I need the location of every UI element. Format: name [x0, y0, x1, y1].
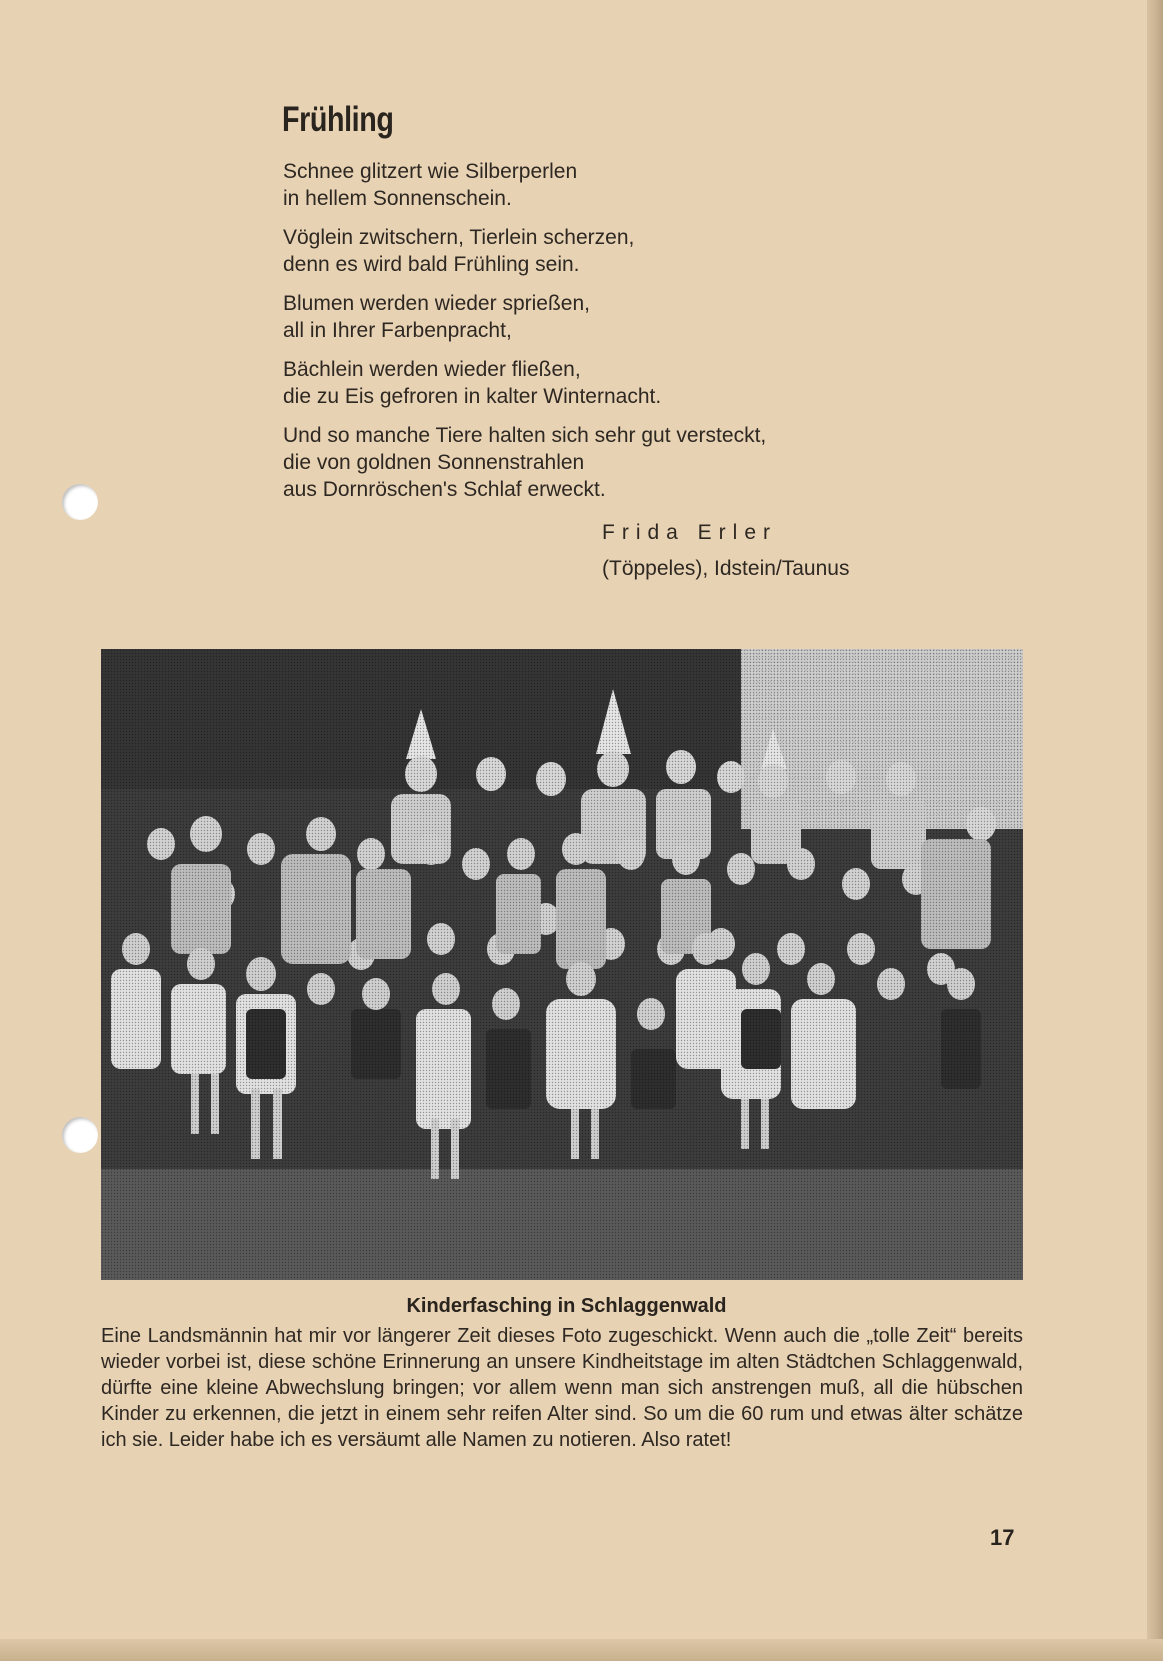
- poem-line: die zu Eis gefroren in kalter Winternacht.: [283, 385, 662, 408]
- poem-line: denn es wird bald Frühling sein.: [283, 253, 580, 276]
- stanza: [283, 422, 903, 503]
- poem-body: [283, 158, 903, 515]
- group-photo: [101, 649, 1023, 1280]
- poem-line: aus Dornröschen's Schlaf erweckt.: [283, 478, 606, 501]
- poem-line: all in Ihrer Farbenpracht,: [283, 319, 512, 342]
- author-place: (Töppeles), Idstein/Taunus: [602, 557, 850, 580]
- stanza: [283, 356, 903, 410]
- poem-title: Frühling: [282, 100, 394, 139]
- stanza: [283, 290, 903, 344]
- page-number: 17: [990, 1525, 1015, 1550]
- stanza: [283, 224, 903, 278]
- poem-line: Vöglein zwitschern, Tierlein scherzen,: [283, 226, 635, 249]
- group-photo-drawing: [101, 649, 1023, 1280]
- poem-line: Schnee glitzert wie Silberperlen: [283, 160, 578, 183]
- stanza: [283, 158, 903, 212]
- poem-line: die von goldnen Sonnenstrahlen: [283, 451, 585, 474]
- poem-line: Bächlein werden wieder fließen,: [283, 358, 581, 381]
- poem-line: in hellem Sonnenschein.: [283, 187, 512, 210]
- poem-line: Und so manche Tiere halten sich sehr gut versteckt,: [283, 424, 767, 447]
- page-edge: [1147, 0, 1163, 1661]
- author-name: Frida Erler: [602, 521, 778, 544]
- photo-caption-title: [0, 1295, 1163, 1318]
- page-bottom-edge: [0, 1639, 1163, 1661]
- punch-hole-bottom: [62, 1117, 98, 1153]
- photo-caption-text: Eine Landsmännin hat mir vor längerer Zeit dieses Foto zugeschickt. Wenn auch die „tolle Zeit“ bereits wieder vorbei ist, diese schöne Erinnerung an unsere Kindheitstage im alten Städtchen Schlaggenwald, dürfte eine kleine Abwechslung bringen; vor allem wenn man sich anstrengen muß, all die hübschen Kinder zu erkennen, die jetzt in einem sehr reifen Alter sind. So um die 60 rum und etwas älter schätze ich sie. Leider habe ich es versäumt alle Namen zu notieren. Also ratet!: [101, 1325, 1023, 1451]
- photo-caption-title-text: Kinderfasching in Schlaggenwald: [406, 1295, 727, 1317]
- poem-line: Blumen werden wieder sprießen,: [283, 292, 590, 315]
- punch-hole-top: [62, 484, 98, 520]
